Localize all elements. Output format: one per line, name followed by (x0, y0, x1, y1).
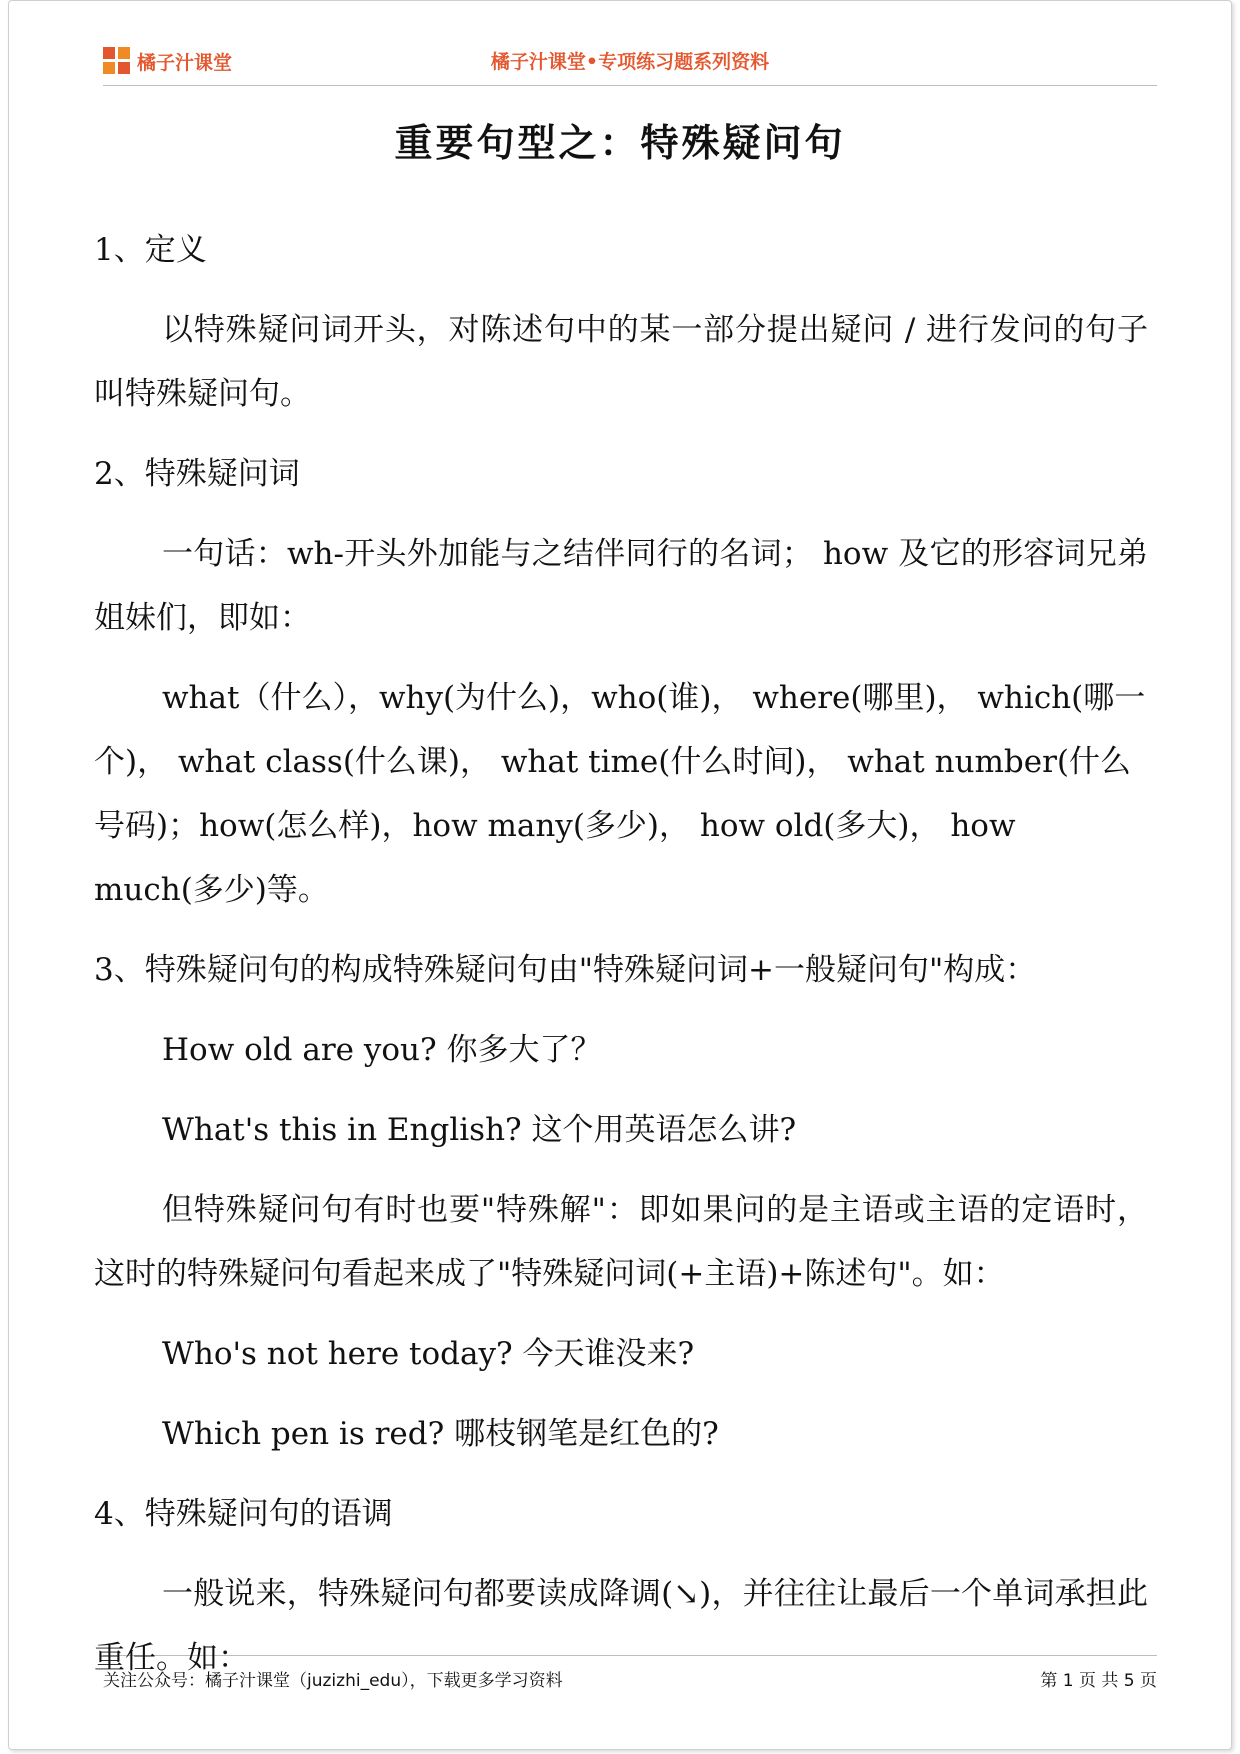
header-title: 橘子汁课堂•专项练习题系列资料 (490, 51, 770, 73)
section-2-heading: 2、特殊疑问词 (94, 456, 300, 492)
example-sentence: Which pen is red? 哪枝钢笔是红色的? (162, 1416, 719, 1452)
section-4-paragraph: 一般说来，特殊疑问句都要读成降调(↘)，并往往让最后一个单词承担此重任。如： (94, 1576, 1148, 1676)
logo-text: 橘子汁课堂 (137, 51, 233, 74)
document-body (94, 218, 1148, 1706)
section-1-paragraph: 以特殊疑问词开头，对陈述句中的某一部分提出疑问 / 进行发问的句子叫特殊疑问句。 (94, 312, 1148, 412)
question-words-list: what（什么），why(为什么)，who(谁)， where(哪里)， which(哪一个)， what class(什么课)， what time(什么时间)， what number(什么号码)；how(怎么样)，how many(多少)， how old(多大)， how much(多少)等。 (94, 680, 1146, 908)
section-4-heading: 4、特殊疑问句的语调 (94, 1496, 393, 1532)
section-1-heading: 1、定义 (94, 232, 207, 268)
section-2-paragraph: 一句话：wh-开头外加能与之结伴同行的名词； how 及它的形容词兄弟姐妹们，即如： (94, 536, 1148, 636)
example-sentence: What's this in English? 这个用英语怎么讲? (162, 1112, 797, 1148)
page-number: 第 1 页 共 5 页 (1040, 1671, 1157, 1691)
page-title: 重要句型之：特殊疑问句 (394, 121, 846, 165)
footer-note: 关注公众号：橘子汁课堂（juzizhi_edu），下载更多学习资料 (103, 1671, 563, 1691)
example-sentence: How old are you? 你多大了？ (162, 1032, 602, 1068)
example-sentence: Who's not here today? 今天谁没来? (162, 1336, 695, 1372)
section-3-heading: 3、特殊疑问句的构成特殊疑问句由"特殊疑问词+一般疑问句"构成： (94, 952, 1037, 988)
section-3-paragraph: 但特殊疑问句有时也要"特殊解"：即如果问的是主语或主语的定语时，这时的特殊疑问句看起来成了"特殊疑问词(+主语)+陈述句"。如： (94, 1192, 1148, 1292)
page-header (103, 41, 1157, 86)
